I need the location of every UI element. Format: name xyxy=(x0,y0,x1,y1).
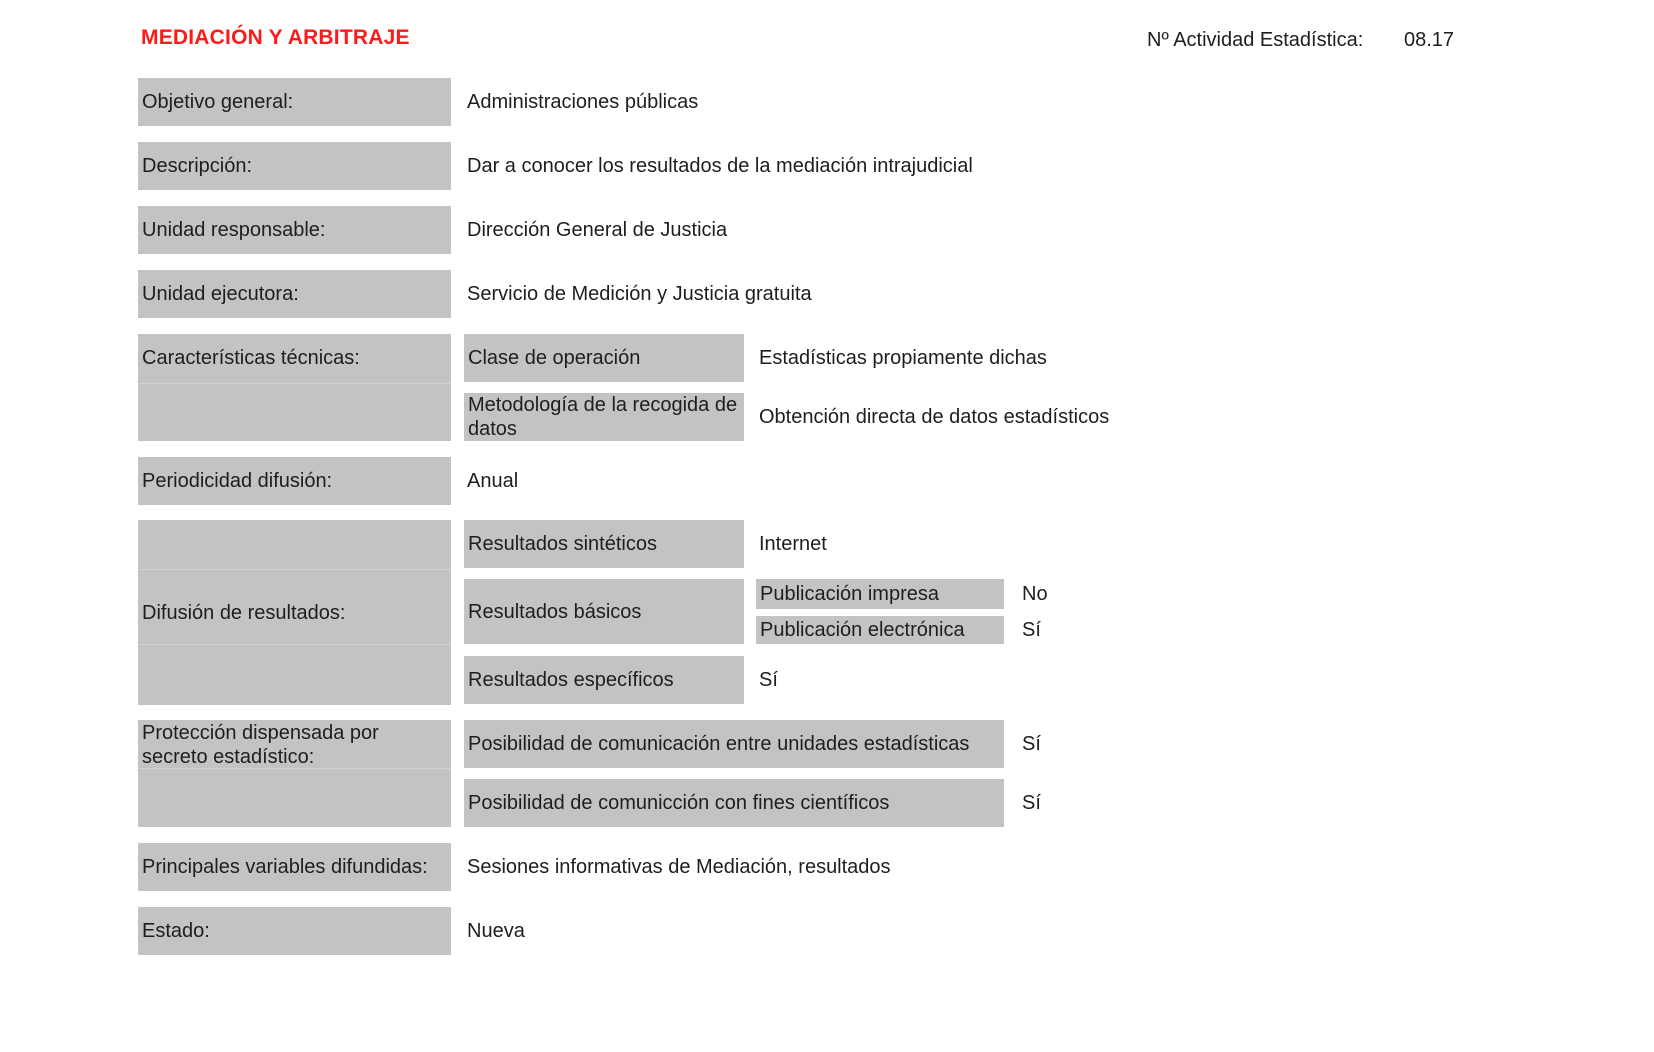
objetivo-general-value: Administraciones públicas xyxy=(467,91,699,113)
unidad-ejecutora-label: Unidad ejecutora: xyxy=(138,270,451,318)
unidad-ejecutora-value: Servicio de Medición y Justicia gratuita xyxy=(467,283,812,305)
resultados-sinteticos-label: Resultados sintéticos xyxy=(464,520,744,568)
estado-value: Nueva xyxy=(467,920,525,942)
metodologia-value: Obtención directa de datos estadísticos xyxy=(759,406,1110,428)
resultados-especificos-value: Sí xyxy=(759,669,778,691)
variables-difundidas-value: Sesiones informativas de Mediación, resultados xyxy=(467,856,891,878)
periodicidad-label: Periodicidad difusión: xyxy=(138,457,451,505)
descripcion-value: Dar a conocer los resultados de la mediación intrajudicial xyxy=(467,155,973,177)
publicacion-impresa-value: No xyxy=(1022,583,1048,605)
publicacion-impresa-label: Publicación impresa xyxy=(756,579,1004,609)
comunicacion-cientificos-value: Sí xyxy=(1022,792,1041,814)
unidad-responsable-value: Dirección General de Justicia xyxy=(467,219,728,241)
activity-number-value: 08.17 xyxy=(1404,29,1455,51)
difusion-resultados-label: Difusión de resultados: xyxy=(138,520,451,705)
proteccion-divider xyxy=(138,768,451,769)
resultados-sinteticos-value: Internet xyxy=(759,533,827,555)
proteccion-secreto-label: Protección dispensada por secreto estadístico: xyxy=(138,720,451,827)
publicacion-electronica-value: Sí xyxy=(1022,619,1041,641)
objetivo-general-label: Objetivo general: xyxy=(138,78,451,126)
comunicacion-cientificos-label: Posibilidad de comunicción con fines científicos xyxy=(464,779,1004,827)
descripcion-label: Descripción: xyxy=(138,142,451,190)
comunicacion-unidades-value: Sí xyxy=(1022,733,1041,755)
resultados-basicos-label: Resultados básicos xyxy=(464,579,744,644)
variables-difundidas-label: Principales variables difundidas: xyxy=(138,843,451,891)
publicacion-electronica-label: Publicación electrónica xyxy=(756,616,1004,644)
estado-label: Estado: xyxy=(138,907,451,955)
difusion-divider-2 xyxy=(138,644,451,645)
clase-operacion-value: Estadísticas propiamente dichas xyxy=(759,347,1047,369)
difusion-divider-1 xyxy=(138,569,451,570)
periodicidad-value: Anual xyxy=(467,470,519,492)
caracteristicas-divider xyxy=(138,383,451,384)
caracteristicas-tecnicas-label: Características técnicas: xyxy=(138,334,451,441)
comunicacion-unidades-label: Posibilidad de comunicación entre unidades estadísticas xyxy=(464,720,1004,768)
document-title: MEDIACIÓN Y ARBITRAJE xyxy=(141,26,410,49)
unidad-responsable-label: Unidad responsable: xyxy=(138,206,451,254)
metodologia-label: Metodología de la recogida de datos xyxy=(464,393,744,441)
resultados-especificos-label: Resultados específicos xyxy=(464,656,744,704)
clase-operacion-label: Clase de operación xyxy=(464,334,744,382)
activity-number-label: Nº Actividad Estadística: xyxy=(1147,29,1364,51)
